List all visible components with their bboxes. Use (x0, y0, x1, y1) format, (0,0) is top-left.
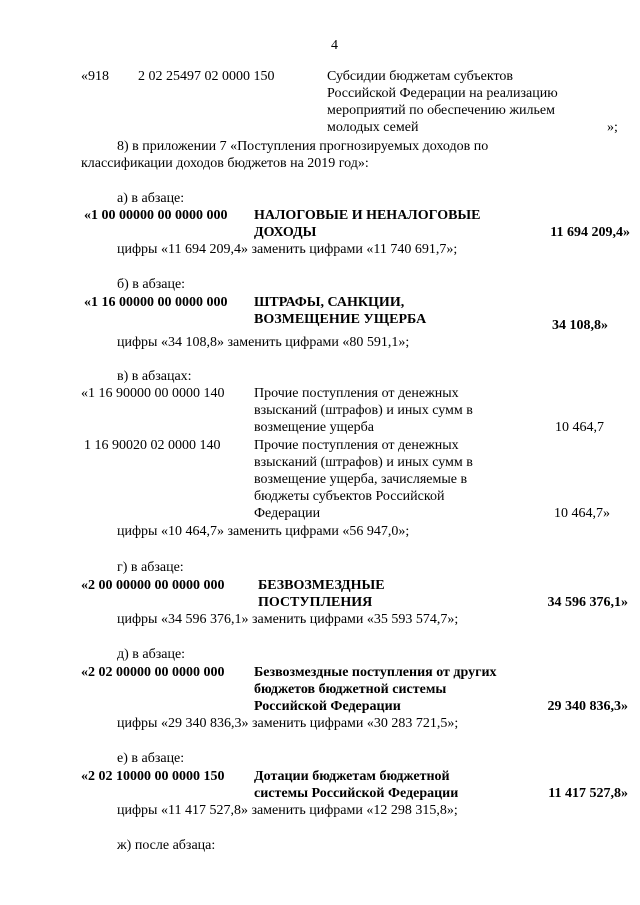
e-name-line: Дотации бюджетам бюджетной (254, 769, 450, 784)
d-label: д) в абзаце: (117, 647, 186, 662)
d-code: «2 02 00000 00 0000 000 (81, 665, 225, 680)
g-value: 34 596 376,1» (547, 595, 628, 610)
v-row2-name-line: возмещение ущерба, зачисляемые в (254, 472, 468, 487)
d-name-line: Российской Федерации (254, 699, 401, 714)
item8-line2: классификации доходов бюджетов на 2019 год»: (81, 156, 369, 171)
v-row2-name-line: Федерации (254, 506, 321, 521)
g-code: «2 00 00000 00 0000 000 (81, 578, 225, 593)
intro-kbk: 2 02 25497 02 0000 150 (138, 69, 275, 84)
v-row1-name-line: возмещение ущерба (254, 420, 374, 435)
v-row2-code: 1 16 90020 02 0000 140 (84, 438, 221, 453)
intro-close: »; (607, 120, 618, 135)
e-name-line: системы Российской Федерации (254, 786, 459, 801)
a-code: «1 00 00000 00 0000 000 (84, 208, 228, 223)
v-row2-name-line: взысканий (штрафов) и иных сумм в (254, 455, 473, 470)
b-replace: цифры «34 108,8» заменить цифрами «80 591,1»; (117, 335, 410, 350)
b-code: «1 16 00000 00 0000 000 (84, 295, 228, 310)
a-value: 11 694 209,4» (550, 225, 630, 240)
v-row2-name-line: Прочие поступления от денежных (254, 438, 459, 453)
zh-label: ж) после абзаца: (117, 838, 216, 853)
d-replace: цифры «29 340 836,3» заменить цифрами «30 283 721,5»; (117, 716, 459, 731)
v-row1-code: «1 16 90000 00 0000 140 (81, 386, 225, 401)
e-label: е) в абзаце: (117, 751, 185, 766)
e-replace: цифры «11 417 527,8» заменить цифрами «12 298 315,8»; (117, 803, 458, 818)
page-number: 4 (331, 38, 338, 53)
e-code: «2 02 10000 00 0000 150 (81, 769, 225, 784)
item8-line1: 8) в приложении 7 «Поступления прогнозируемых доходов по (117, 139, 489, 154)
v-row1-value: 10 464,7 (555, 420, 604, 435)
g-name-line: ПОСТУПЛЕНИЯ (258, 595, 373, 610)
a-replace: цифры «11 694 209,4» заменить цифрами «11 740 691,7»; (117, 242, 458, 257)
intro-name-line: молодых семей (327, 120, 419, 135)
intro-name-line: Российской Федерации на реализацию (327, 86, 558, 101)
a-label: а) в абзаце: (117, 191, 185, 206)
d-value: 29 340 836,3» (547, 699, 628, 714)
intro-name-line: мероприятий по обеспечению жильем (327, 103, 555, 118)
v-label: в) в абзацах: (117, 369, 192, 384)
v-replace: цифры «10 464,7» заменить цифрами «56 947,0»; (117, 524, 410, 539)
v-row2-value: 10 464,7» (554, 506, 610, 521)
b-label: б) в абзаце: (117, 277, 186, 292)
intro-code: «918 (81, 69, 109, 84)
d-name-line: Безвозмездные поступления от других (254, 665, 497, 680)
g-replace: цифры «34 596 376,1» заменить цифрами «35 593 574,7»; (117, 612, 459, 627)
g-name-line: БЕЗВОЗМЕЗДНЫЕ (258, 578, 385, 593)
a-name-line: ДОХОДЫ (254, 225, 317, 240)
intro-name-line: Субсидии бюджетам субъектов (327, 69, 514, 84)
d-name-line: бюджетов бюджетной системы (254, 682, 447, 697)
g-label: г) в абзаце: (117, 560, 184, 575)
b-name-line: ШТРАФЫ, САНКЦИИ, (254, 295, 405, 310)
v-row1-name-line: взысканий (штрафов) и иных сумм в (254, 403, 473, 418)
e-value: 11 417 527,8» (548, 786, 628, 801)
b-name-line: ВОЗМЕЩЕНИЕ УЩЕРБА (254, 312, 427, 327)
b-value: 34 108,8» (552, 318, 608, 333)
v-row1-name-line: Прочие поступления от денежных (254, 386, 459, 401)
v-row2-name-line: бюджеты субъектов Российской (254, 489, 445, 504)
a-name-line: НАЛОГОВЫЕ И НЕНАЛОГОВЫЕ (254, 208, 481, 223)
